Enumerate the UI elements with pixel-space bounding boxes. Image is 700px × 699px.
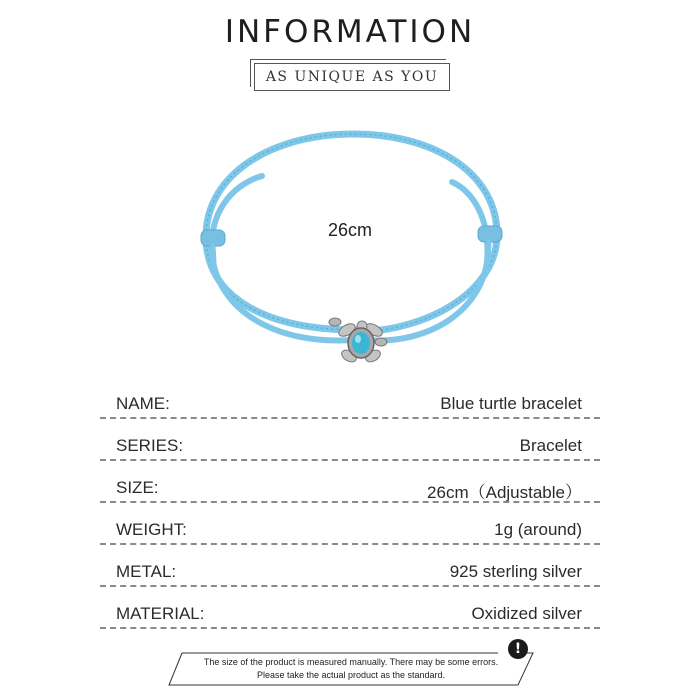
subtitle-badge	[254, 63, 450, 91]
exclamation-icon: !	[508, 639, 528, 659]
measurement-notice	[168, 652, 534, 686]
spec-value: Blue turtle bracelet	[440, 394, 582, 413]
spec-value: Bracelet	[519, 436, 582, 455]
divider	[100, 585, 600, 587]
divider	[100, 627, 600, 629]
spec-label: NAME:	[116, 394, 170, 413]
bracelet-image	[0, 100, 700, 390]
spec-value: Oxidized silver	[471, 604, 582, 623]
spec-value: 26cm（Adjustable）	[427, 483, 582, 502]
notice-line-2: Please take the actual product as the standard.	[256, 670, 446, 680]
page-title: INFORMATION	[224, 14, 476, 50]
size-annotation: 26cm	[327, 220, 372, 240]
subtitle-text: AS UNIQUE AS YOU	[265, 69, 439, 85]
spec-label: SERIES:	[116, 436, 184, 455]
spec-value: 925 sterling silver	[449, 562, 582, 581]
spec-label: METAL:	[116, 562, 177, 581]
spec-value: 1g (around)	[494, 520, 582, 539]
divider	[100, 417, 600, 419]
divider	[100, 459, 600, 461]
divider	[100, 501, 600, 503]
spec-label: WEIGHT:	[116, 520, 187, 539]
divider	[100, 543, 600, 545]
spec-label: MATERIAL:	[116, 604, 205, 623]
spec-label: SIZE:	[116, 478, 159, 497]
notice-line-1: The size of the product is measured manually. There may be some errors.	[203, 657, 499, 667]
